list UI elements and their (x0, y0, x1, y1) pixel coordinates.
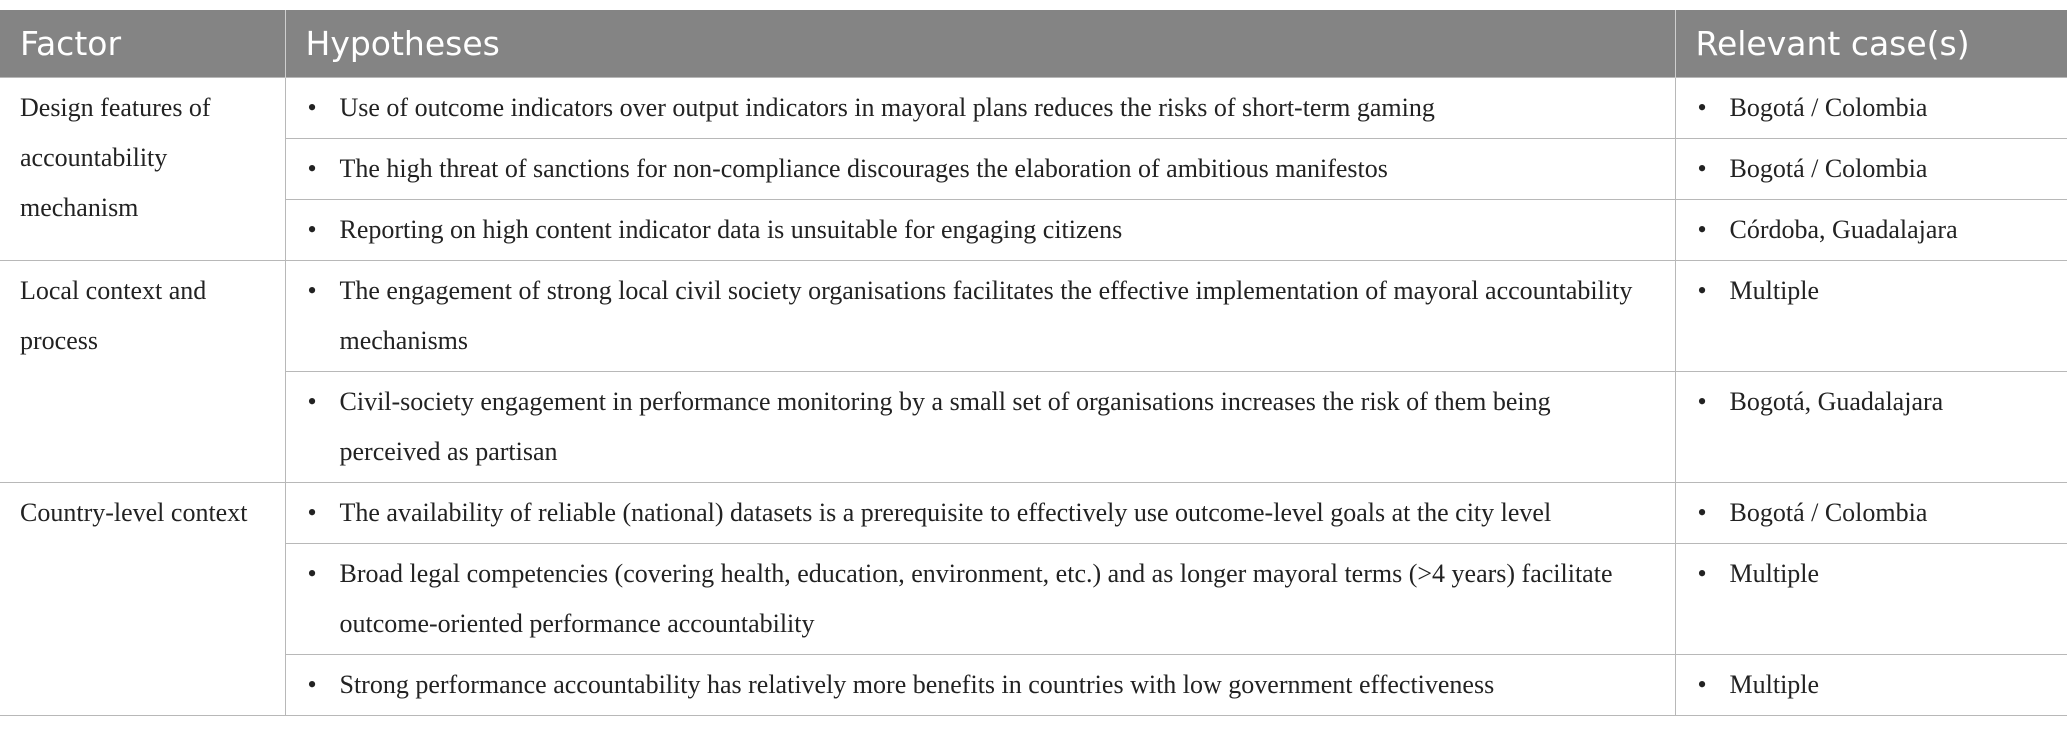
cases-cell (1675, 78, 2067, 139)
hypothesis-text: • Reporting on high content indicator data is unsuitable for engaging citizens (306, 205, 1655, 255)
cases-cell (1675, 372, 2067, 483)
cases-text: • Bogotá / Colombia (1696, 83, 2048, 133)
hypothesis-text: • Use of outcome indicators over output indicators in mayoral plans reduces the risks of short-term gaming (306, 83, 1655, 133)
hypothesis-cell (285, 544, 1675, 655)
hypothesis-cell (285, 200, 1675, 261)
hypothesis-text: • The availability of reliable (national) datasets is a prerequisite to effectively use outcome-level goals at the city level (306, 488, 1655, 538)
factor-cell: Local context and process (0, 261, 285, 483)
hypothesis-text: • Strong performance accountability has relatively more benefits in countries with low government effectiveness (306, 660, 1655, 710)
table-row (0, 200, 2067, 261)
hypotheses-table-container (0, 10, 2067, 716)
table-header-row (0, 10, 2067, 78)
cases-cell (1675, 139, 2067, 200)
hypothesis-cell (285, 139, 1675, 200)
hypothesis-cell (285, 372, 1675, 483)
cases-cell (1675, 483, 2067, 544)
header-relevant-cases: Relevant case(s) (1675, 10, 2067, 78)
cases-text: • Bogotá / Colombia (1696, 488, 2048, 538)
hypothesis-text: • The engagement of strong local civil society organisations facilitates the effective implementation of mayoral accountability mechanisms (306, 266, 1655, 366)
cases-text: • Multiple (1696, 549, 2048, 599)
cases-text: • Bogotá / Colombia (1696, 144, 2048, 194)
table-row (0, 78, 2067, 139)
cases-cell (1675, 655, 2067, 716)
cases-text: • Bogotá, Guadalajara (1696, 377, 2048, 427)
table-row (0, 261, 2067, 372)
cases-cell (1675, 544, 2067, 655)
cases-cell (1675, 261, 2067, 372)
table-row (0, 139, 2067, 200)
hypothesis-text: • Broad legal competencies (covering health, education, environment, etc.) and as longer mayoral terms (>4 years) facilitate outcome-oriented performance accountability (306, 549, 1655, 649)
header-hypotheses: Hypotheses (285, 10, 1675, 78)
cases-text: • Córdoba, Guadalajara (1696, 205, 2048, 255)
table-row (0, 483, 2067, 544)
hypothesis-text: • Civil-society engagement in performance monitoring by a small set of organisations increases the risk of them being perceived as partisan (306, 377, 1655, 477)
cases-cell (1675, 200, 2067, 261)
hypothesis-cell (285, 261, 1675, 372)
table-row (0, 544, 2067, 655)
cases-text: • Multiple (1696, 266, 2048, 316)
cases-text: • Multiple (1696, 660, 2048, 710)
table-row (0, 655, 2067, 716)
hypotheses-table (0, 10, 2067, 716)
hypothesis-cell (285, 483, 1675, 544)
table-row (0, 372, 2067, 483)
hypothesis-text: • The high threat of sanctions for non-compliance discourages the elaboration of ambitious manifestos (306, 144, 1655, 194)
hypothesis-cell (285, 655, 1675, 716)
factor-cell: Country-level context (0, 483, 285, 716)
hypothesis-cell (285, 78, 1675, 139)
factor-cell: Design features of accountability mechanism (0, 78, 285, 261)
header-factor: Factor (0, 10, 285, 78)
